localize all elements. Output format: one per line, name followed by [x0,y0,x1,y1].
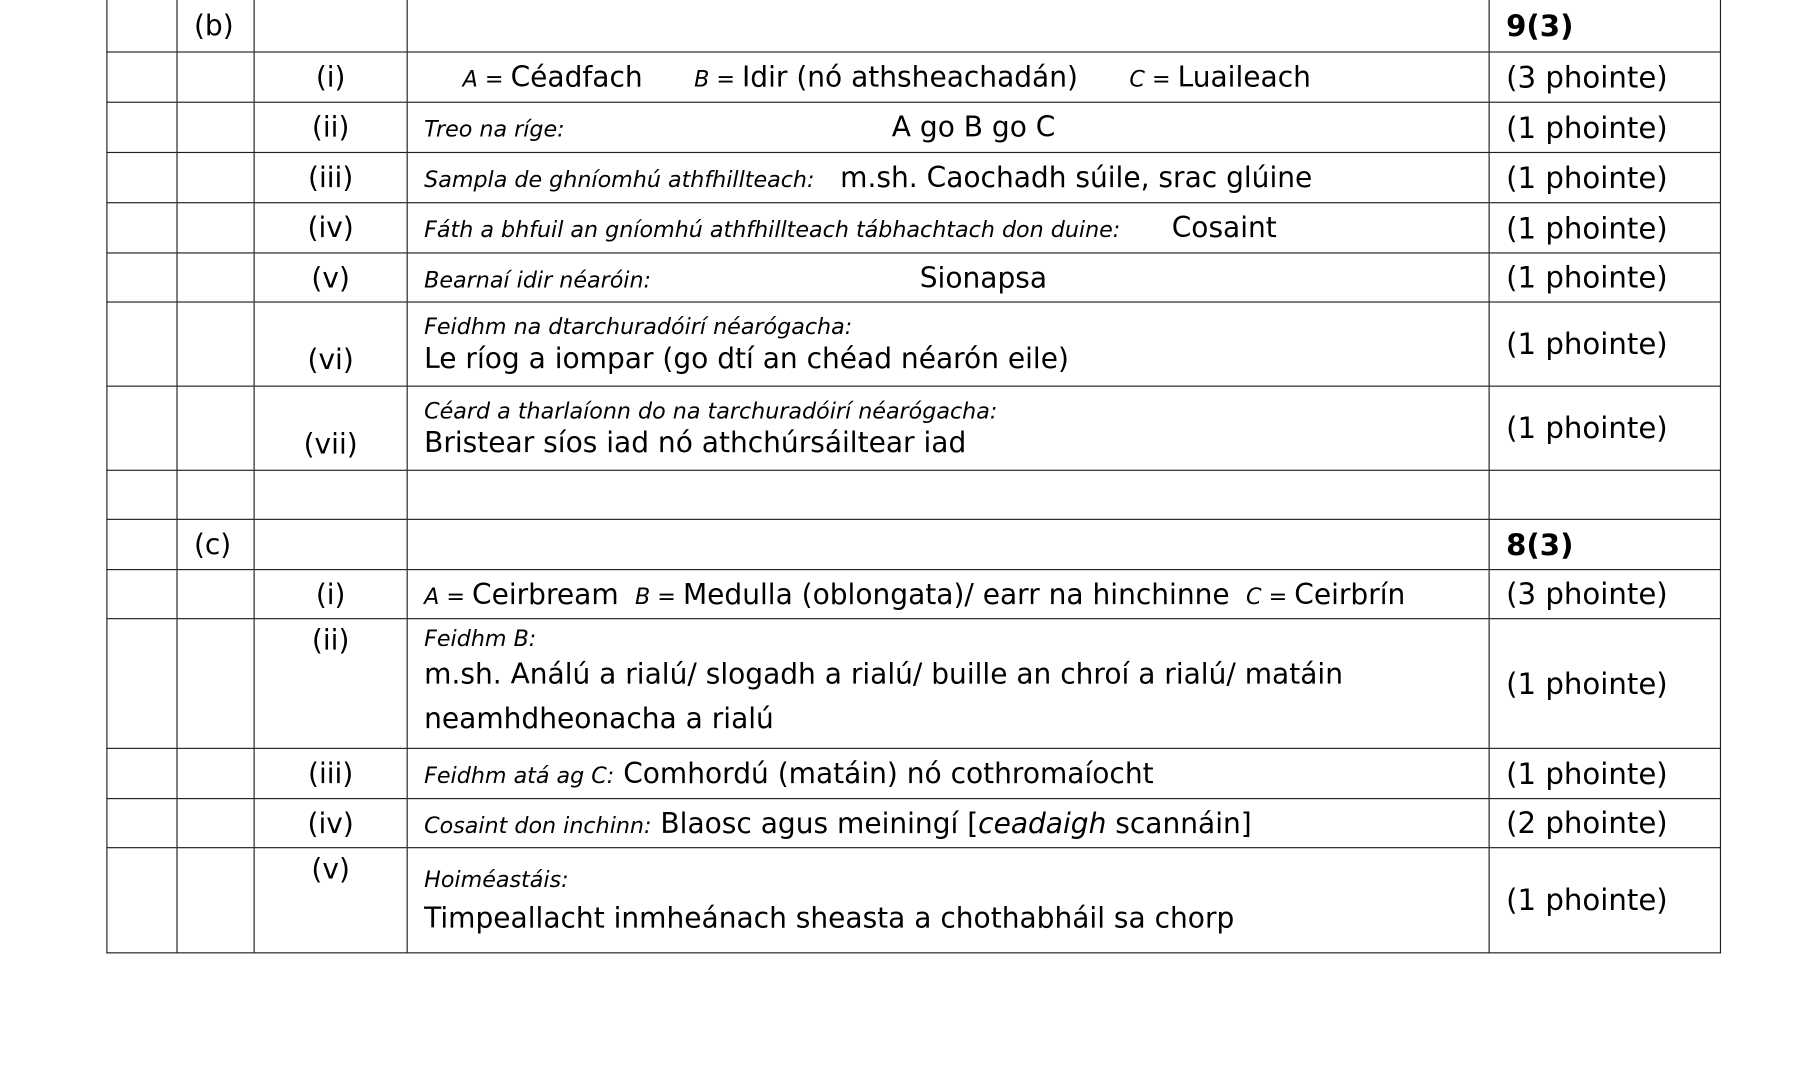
answer-cell: A = Ceirbream B = Medulla (oblongata)/ earr na hinchinne C = Ceirbrín [407,570,1489,619]
marks-cell: (1 phointe) [1489,619,1720,749]
row-number: (vii) [254,386,407,470]
row-number: (i) [254,570,407,619]
table-row [107,799,1721,848]
part-label-c: (c) [177,519,254,569]
table-row [107,570,1721,619]
answer-cell: Sampla de ghníomhú athfhillteach: m.sh. Caochadh súile, srac glúine [407,152,1489,202]
table-row [107,0,1721,52]
table-row [107,302,1721,386]
row-number: (v) [254,253,407,302]
marks-cell: (1 phointe) [1489,302,1720,386]
row-number: (v) [254,848,407,953]
table-row [107,386,1721,470]
marks-cell: (1 phointe) [1489,386,1720,470]
answer-cell: Feidhm atá ag C: Comhordú (matáin) nó cothromaíocht [407,748,1489,798]
table-row [107,203,1721,253]
marks-cell: (1 phointe) [1489,203,1720,253]
answer-cell: Céard a tharlaíonn do na tarchuradóirí néarógacha: Bristear síos iad nó athchúrsáiltear iad [407,386,1489,470]
answer-cell: Fáth a bhfuil an gníomhú athfhillteach tábhachtach don duine: Cosaint [407,203,1489,253]
table-row [107,848,1721,953]
marks-cell: (1 phointe) [1489,253,1720,302]
table-row [107,619,1721,749]
marking-scheme-table [106,0,1721,953]
answer-cell: Bearnaí idir néaróin: Sionapsa [407,253,1489,302]
table-row [107,102,1721,152]
answer-cell: Hoiméastáis: Timpeallacht inmheánach sheasta a chothabháil sa chorp [407,848,1489,953]
table-row [107,52,1721,102]
table-row [107,519,1721,569]
marks-cell: (1 phointe) [1489,748,1720,798]
marks-cell: (3 phointe) [1489,52,1720,102]
row-number: (ii) [254,619,407,749]
marks-cell: (2 phointe) [1489,799,1720,848]
marks-cell: (1 phointe) [1489,102,1720,152]
table-row [107,253,1721,302]
answer-cell: Cosaint don inchinn: Blaosc agus meiningí [ceadaigh scannáin] [407,799,1489,848]
row-number: (vi) [254,302,407,386]
part-label-b: (b) [177,0,254,52]
part-marks-b: 9(3) [1489,0,1720,52]
row-number: (iii) [254,152,407,202]
answer-cell: A = Céadfach B = Idir (nó athsheachadán) C = Luaileach [407,52,1489,102]
answer-cell: Feidhm B: m.sh. Análú a rialú/ slogadh a rialú/ buille an chroí a rialú/ matáin neamhdheonacha a rialú [407,619,1489,749]
row-number: (i) [254,52,407,102]
answer-cell: Feidhm na dtarchuradóirí néarógacha: Le ríog a iompar (go dtí an chéad néarón eile) [407,302,1489,386]
table-row [107,748,1721,798]
row-number: (iii) [254,748,407,798]
row-number: (iv) [254,799,407,848]
part-marks-c: 8(3) [1489,519,1720,569]
marks-cell: (1 phointe) [1489,848,1720,953]
marks-cell: (1 phointe) [1489,152,1720,202]
marks-cell: (3 phointe) [1489,570,1720,619]
answer-cell: Treo na ríge: A go B go C [407,102,1489,152]
spacer-row [107,470,1721,519]
row-number: (iv) [254,203,407,253]
table-row [107,152,1721,202]
row-number: (ii) [254,102,407,152]
